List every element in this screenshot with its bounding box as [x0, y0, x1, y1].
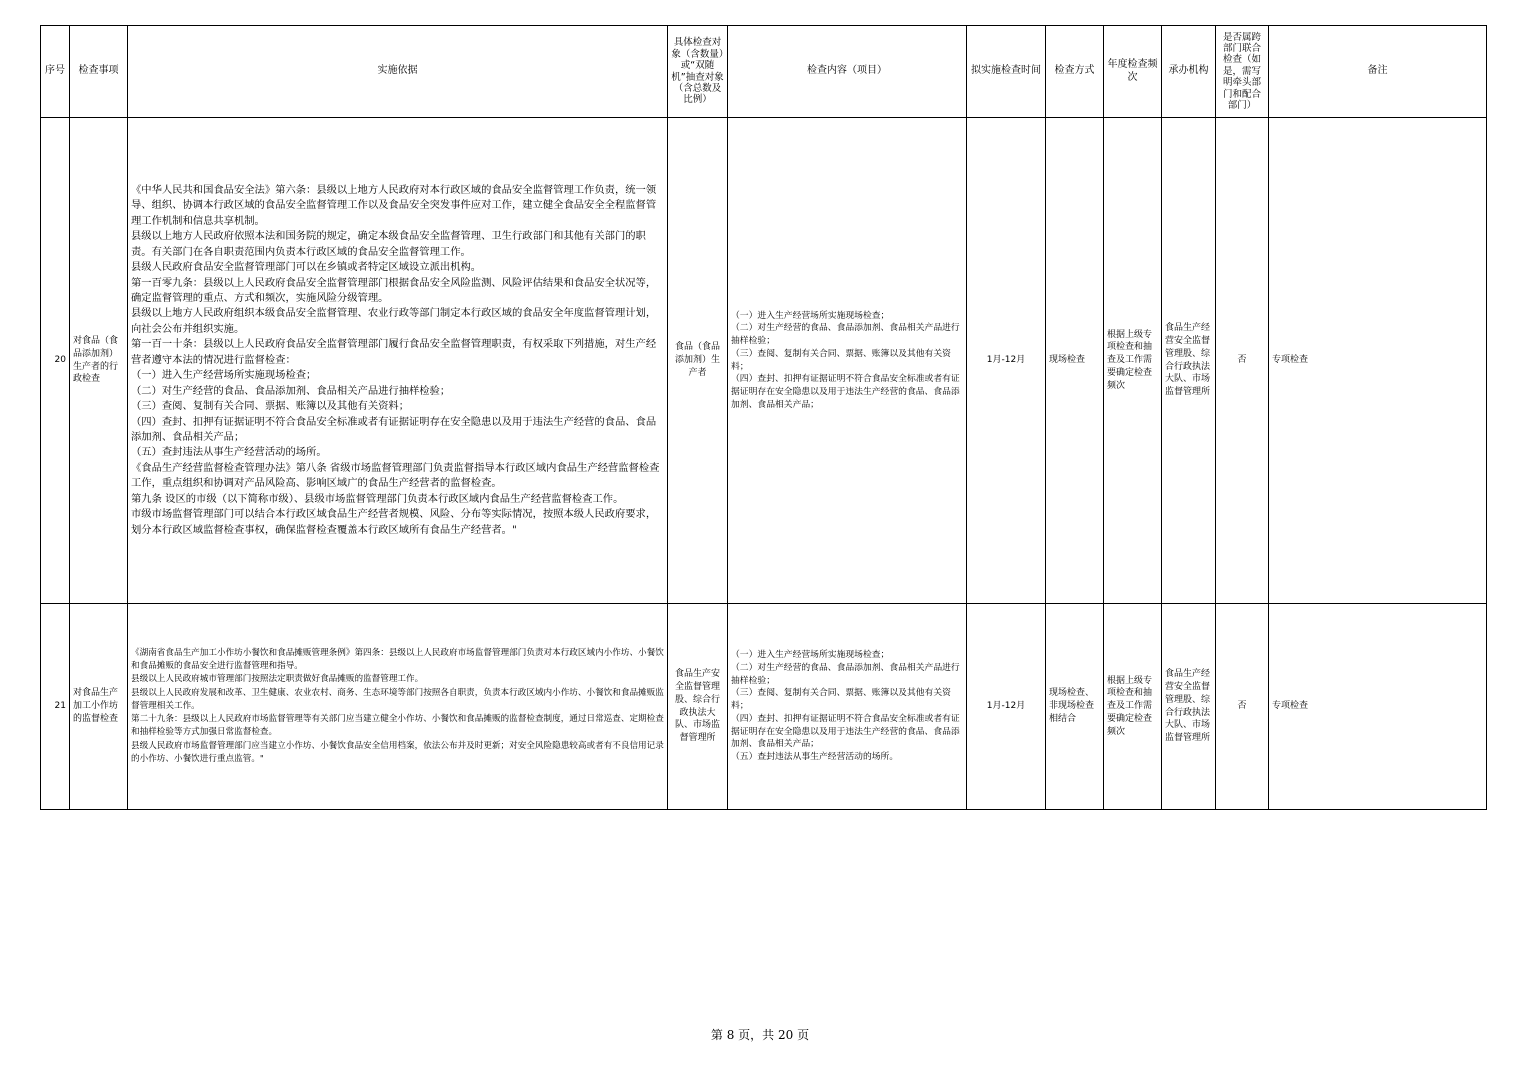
- content-line: （三）查阅、复制有关合同、票据、账簿以及其他有关资料；: [731, 688, 951, 712]
- row-target: 食品生产安全监督管理股、综合行政执法大队、市场监督管理所: [668, 604, 728, 810]
- basis-line: 县级以上地方人民政府组织本级食品安全监督管理、农业行政等部门制定本行政区域的食品安全年度监督管理计划，向社会公布并组织实施。: [131, 307, 657, 335]
- header-freq: 年度检查频次: [1104, 26, 1162, 118]
- basis-line: 第一百零九条：县级以上人民政府食品安全监督管理部门根据食品安全风险监测、风险评估结果和食品安全状况等，确定监督管理的重点、方式和频次，实施风险分级管理。: [131, 276, 657, 305]
- header-joint: 是否属跨部门联合检查（如是，需写明牵头部门和配合部门）: [1216, 26, 1269, 118]
- header-target: 具体检查对象（含数量）或“双随机”抽查对象（含总数及比例）: [668, 26, 728, 118]
- basis-line: 第九条 设区的市级（以下简称市级）、县级市场监督管理部门负责本行政区域内食品生产经营监督检查工作。: [131, 492, 624, 505]
- page-footer: 第 8 页，共 20 页: [710, 1028, 810, 1042]
- row-time: 1月-12月: [967, 604, 1046, 810]
- row-content: [728, 118, 967, 604]
- content-line: （四）查封、扣押有证据证明不符合食品安全标准或者有证据证明存在安全隐患以及用于违法生产经营的食品、食品添加剂、食品相关产品；: [731, 713, 960, 750]
- basis-line: （一）进入生产经营场所实施现场检查；: [131, 369, 317, 382]
- header-content: 检查内容（项目）: [728, 26, 967, 118]
- content-line: （三）查阅、复制有关合同、票据、账簿以及其他有关资料；: [731, 348, 951, 372]
- content-line: （一）进入生产经营场所实施现场检查；: [731, 310, 890, 321]
- row-basis: [128, 118, 668, 604]
- row-note: 专项检查: [1269, 604, 1487, 810]
- header-item: 检查事项: [70, 26, 128, 118]
- basis-line: 《食品生产经营监督检查管理办法》第八条 省级市场监督管理部门负责监督指导本行政区域内食品生产经营监督检查工作，重点组织和协调对产品风险高、影响区域广的食品生产经营者的监督检查。: [131, 461, 660, 490]
- content-line: （二）对生产经营的食品、食品添加剂、食品相关产品进行抽样检验；: [731, 662, 960, 686]
- row-joint: 否: [1216, 118, 1269, 604]
- header-time: 拟实施检查时间: [967, 26, 1046, 118]
- row-item: 对食品（食品添加剂）生产者的行政检查: [70, 118, 128, 604]
- header-org: 承办机构: [1162, 26, 1216, 118]
- row-note: 专项检查: [1269, 118, 1487, 604]
- basis-line: 县级以上人民政府发展和改革、卫生健康、农业农村、商务、生态环境等部门按照各自职责，负责本行政区域内小作坊、小餐饮和食品摊贩监督管理相关工作。: [131, 687, 664, 711]
- basis-line: 第二十九条：县级以上人民政府市场监督管理等有关部门应当建立健全小作坊、小餐饮和食品摊贩的监督检查制度，通过日常巡查、定期检查和抽样检验等方式加强日常监督检查。: [131, 714, 664, 738]
- row-seq: 20: [41, 118, 70, 604]
- content-line: （五）查封违法从事生产经营活动的场所。: [731, 752, 899, 763]
- basis-line: （三）查阅、复制有关合同、票据、账簿以及其他有关资料；: [131, 400, 410, 413]
- row-joint: 否: [1216, 604, 1269, 810]
- row-time: 1月-12月: [967, 118, 1046, 604]
- basis-line: 县级人民政府市场监督管理部门应当建立小作坊、小餐饮食品安全信用档案，依法公布并及时更新；对安全风险隐患较高或者有不良信用记录的小作坊、小餐饮进行重点监管。": [131, 740, 664, 765]
- row-freq: 根据上级专项检查和抽查及工作需要确定检查频次: [1104, 118, 1162, 604]
- content-line: （二）对生产经营的食品、食品添加剂、食品相关产品进行抽样检验；: [731, 323, 960, 346]
- row-basis: [128, 604, 668, 810]
- row-method: 现场检查、非现场检查相结合: [1046, 604, 1104, 810]
- basis-line: （五）查封违法从事生产经营活动的场所。: [131, 446, 327, 459]
- row-org: 食品生产经营安全监督管理股、综合行政执法大队、市场监督管理所: [1162, 604, 1216, 810]
- row-org: 食品生产经营安全监督管理股、综合行政执法大队、市场监督管理所: [1162, 118, 1216, 604]
- row-content: [728, 604, 967, 810]
- row-target: 食品（食品添加剂）生产者: [668, 118, 728, 604]
- content-line: （四）查封、扣押有证据证明不符合食品安全标准或者有证据证明存在安全隐患以及用于违法生产经营的食品、食品添加剂、食品相关产品；: [731, 374, 960, 410]
- basis-line: 《中华人民共和国食品安全法》第六条：县级以上地方人民政府对本行政区域的食品安全监督管理工作负责，统一领导、组织、协调本行政区域的食品安全监督管理工作以及食品安全突发事件应对工作，建立健全食品安全全程监督管理工作机制和信息共享机制。: [131, 183, 657, 227]
- table-row: [41, 604, 1487, 810]
- content-line: （一）进入生产经营场所实施现场检查；: [731, 650, 890, 661]
- header-seq: 序号: [41, 26, 70, 118]
- row-method: 现场检查: [1046, 118, 1104, 604]
- table-row: [41, 118, 1487, 604]
- basis-line: 市级市场监督管理部门可以结合本行政区域食品生产经营者规模、风险、分布等实际情况，按照本级人民政府要求，划分本行政区域监督检查事权，确保监督检查覆盖本行政区域所有食品生产经营者。": [131, 508, 657, 536]
- basis-line: 第一百一十条：县级以上人民政府食品安全监督管理部门履行食品安全监督管理职责，有权采取下列措施，对生产经营者遵守本法的情况进行监督检查：: [131, 338, 657, 366]
- row-freq: 根据上级专项检查和抽查及工作需要确定检查频次: [1104, 604, 1162, 810]
- row-seq: 21: [41, 604, 70, 810]
- row-item: 对食品生产加工小作坊的监督检查: [70, 604, 128, 810]
- table-header-row: [41, 26, 1487, 118]
- header-note: 备注: [1269, 26, 1487, 118]
- basis-line: 县级人民政府食品安全监督管理部门可以在乡镇或者特定区域设立派出机构。: [131, 261, 482, 274]
- header-basis: 实施依据: [128, 26, 668, 118]
- header-method: 检查方式: [1046, 26, 1104, 118]
- inspection-table: [40, 25, 1487, 810]
- basis-line: 县级以上地方人民政府依照本法和国务院的规定，确定本级食品安全监督管理、卫生行政部门和其他有关部门的职责。有关部门在各自职责范围内负责本行政区域的食品安全监督管理工作。: [131, 230, 646, 258]
- basis-line: （二）对生产经营的食品、食品添加剂、食品相关产品进行抽样检验；: [131, 384, 451, 397]
- basis-line: 县级以上人民政府城市管理部门按照法定职责做好食品摊贩的监督管理工作。: [131, 674, 424, 685]
- basis-line: （四）查封、扣押有证据证明不符合食品安全标准或者有证据证明存在安全隐患以及用于违法生产经营的食品、食品添加剂、食品相关产品；: [131, 415, 657, 443]
- basis-line: 《湖南省食品生产加工小作坊小餐饮和食品摊贩管理条例》第四条：县级以上人民政府市场监督管理部门负责对本行政区域内小作坊、小餐饮和食品摊贩的食品安全进行监督管理和指导。: [131, 647, 664, 671]
